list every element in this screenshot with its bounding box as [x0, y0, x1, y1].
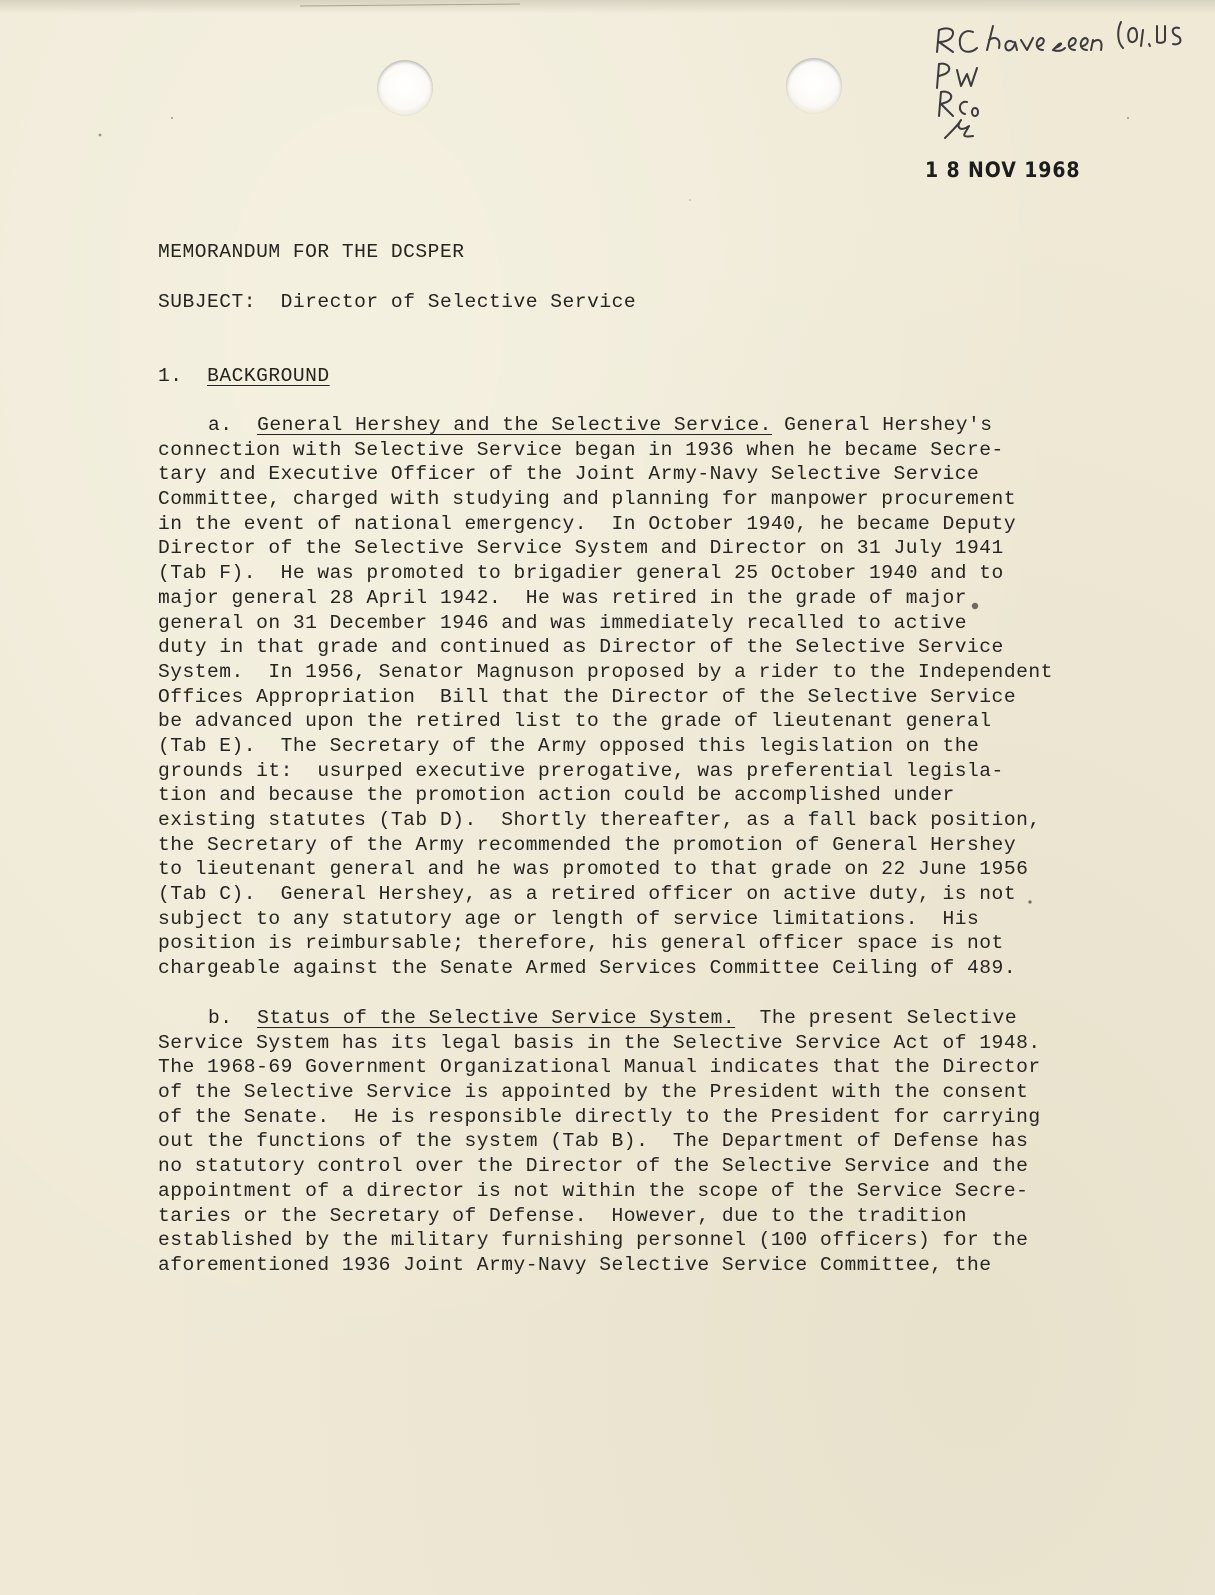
page-top-edge [0, 0, 1215, 14]
paragraph-a-line: (Tab C). General Hershey, as a retired officer on active duty, is not [158, 883, 1017, 906]
paragraph-a-line: (Tab F). He was promoted to brigadier general 25 October 1940 and to [158, 562, 1004, 585]
paragraph-a-line: tary and Executive Officer of the Joint Army-Navy Selective Service [158, 463, 980, 486]
subject-label: SUBJECT: [158, 291, 257, 313]
paragraph-a-line: Committee, charged with studying and planning for manpower procurement [158, 488, 1017, 511]
paragraph-a-line: grounds it: usurped executive prerogative, was preferential legisla- [158, 759, 1004, 782]
paragraph-a-line: Offices Appropriation Bill that the Director of the Selective Service [158, 685, 1017, 708]
memo-subject [158, 290, 636, 315]
paragraph-b-label: b. [208, 1007, 233, 1029]
paragraph-b-first-line-rest: The present Selective [735, 1007, 1018, 1029]
paragraph-a-line: general on 31 December 1946 and was immediately recalled to active [158, 611, 968, 634]
paragraph-a-line: position is reimbursable; therefore, his general officer space is not [158, 932, 1004, 955]
paragraph-b-line: appointment of a director is not within the scope of the Service Secre- [158, 1179, 1029, 1202]
paragraph-a-line: the Secretary of the Army recommended the promotion of General Hershey [158, 833, 1017, 856]
paragraph-a-line: connection with Selective Service began in 1936 when he became Secre- [158, 438, 1004, 461]
paragraph-a-first-line [158, 413, 1078, 438]
paragraph-a-label: a. [208, 414, 233, 436]
subject-text: Director of Selective Service [280, 291, 637, 313]
paragraph-a-line: chargeable against the Senate Armed Services Committee Ceiling of 489. [158, 957, 1017, 980]
paragraph-b-line: of the Selective Service is appointed by the President with the consent [158, 1081, 1029, 1104]
paragraph-b-line: aforementioned 1936 Joint Army-Navy Selective Service Committee, the [158, 1253, 992, 1276]
paragraph-b-line: out the functions of the system (Tab B). The Department of Defense has [158, 1130, 1029, 1153]
paragraph-b-line: Service System has its legal basis in the Selective Service Act of 1948. [158, 1031, 1041, 1054]
handwritten-initials [935, 20, 1185, 140]
section-heading [158, 364, 330, 389]
paragraph-a-line: existing statutes (Tab D). Shortly thereafter, as a fall back position, [158, 809, 1041, 831]
paragraph-b-line: The 1968-69 Government Organizational Manual indicates that the Director [158, 1056, 1041, 1079]
punch-hole-right [786, 58, 842, 114]
paragraph-a-line: major general 28 April 1942. He was retired in the grade of major [158, 586, 968, 609]
paragraph-b-title: Status of the Selective Service System. [257, 1007, 736, 1029]
paragraph-a-line: System. In 1956, Senator Magnuson proposed by a rider to the Independent [158, 660, 1053, 683]
paragraph-b [158, 1006, 1078, 1278]
section-number: 1. [158, 365, 183, 387]
paragraph-b-line: of the Senate. He is responsible directly to the President for carrying [158, 1105, 1041, 1128]
paragraph-a-line: be advanced upon the retired list to the grade of lieutenant general [158, 710, 992, 733]
punch-hole-left [377, 60, 433, 116]
paragraph-a-title: General Hershey and the Selective Service. [257, 414, 772, 436]
paragraph-b-first-line [158, 1006, 1078, 1031]
memo-addressee: MEMORANDUM FOR THE DCSPER [158, 241, 465, 263]
section-title: BACKGROUND [207, 365, 330, 387]
date-stamp: 1 8 NOV 1968 [925, 158, 1081, 182]
paragraph-a-line: tion and because the promotion action could be accomplished under [158, 784, 955, 807]
paragraph-a-line: to lieutenant general and he was promoted to that grade on 22 June 1956 [158, 858, 1029, 881]
paragraph-b-line: established by the military furnishing personnel (100 officers) for the [158, 1229, 1029, 1252]
paragraph-b-line: no statutory control over the Director of the Selective Service and the [158, 1155, 1029, 1178]
paragraph-a-line: subject to any statutory age or length of service limitations. His [158, 907, 980, 930]
paragraph-a-line: duty in that grade and continued as Director of the Selective Service [158, 636, 1004, 659]
paragraph-a-line: (Tab E). The Secretary of the Army opposed this legislation on the [158, 734, 980, 757]
paragraph-a-line: in the event of national emergency. In October 1940, he became Deputy [158, 512, 1017, 535]
paragraph-b-line: taries or the Secretary of Defense. However, due to the tradition [158, 1204, 968, 1227]
paragraph-a-line: Director of the Selective Service System and Director on 31 July 1941 [158, 537, 1004, 560]
paragraph-a [158, 413, 1078, 981]
paragraph-a-first-line-rest: General Hershey's [771, 414, 993, 436]
